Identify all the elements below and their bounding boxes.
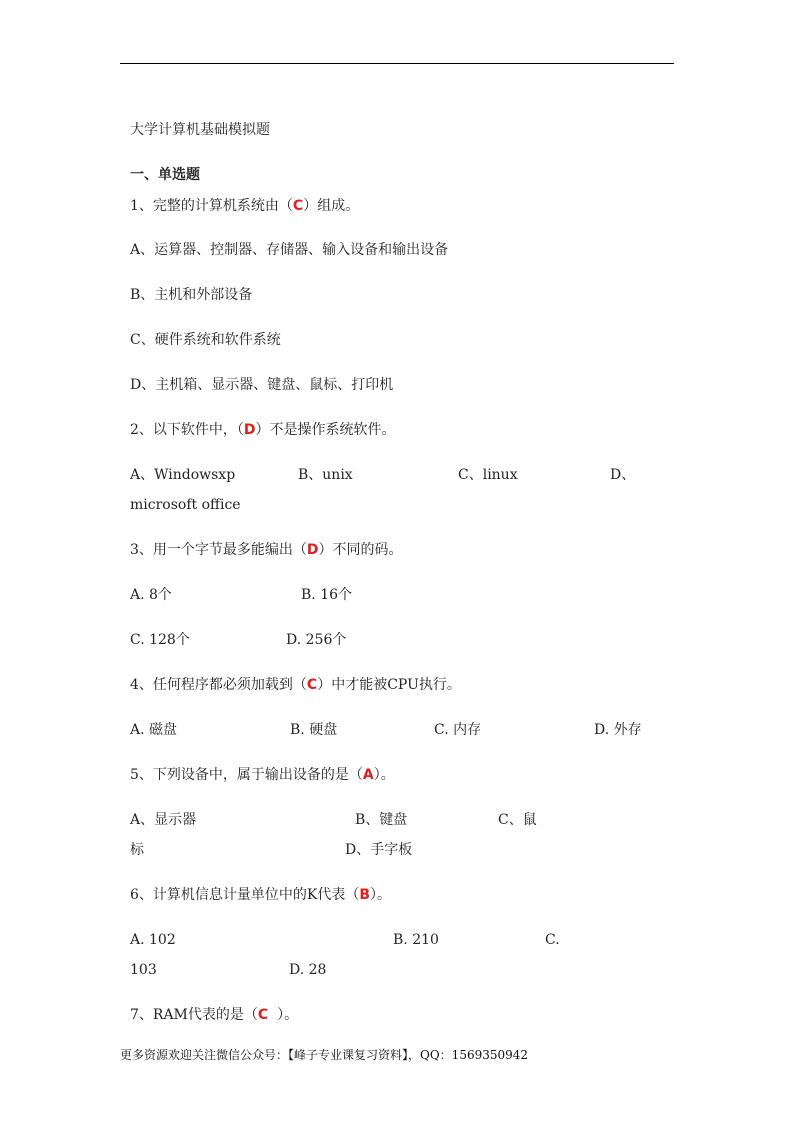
option: C. 内存	[434, 722, 482, 738]
option: C、硬件系统和软件系统	[130, 332, 281, 348]
option: A. 8个	[130, 587, 172, 603]
option: D、	[610, 467, 636, 483]
option: B. 16个	[301, 587, 353, 603]
footer-text: 更多资源欢迎关注微信公众号：【峰子专业课复习资料】，QQ：1569350942	[120, 1048, 529, 1062]
option: C、鼠	[498, 812, 537, 828]
option-continued: 103	[130, 962, 157, 978]
question-text: 3、用一个字节最多能编出（	[130, 542, 307, 558]
option: D. 外存	[594, 722, 642, 738]
question-6	[130, 886, 391, 904]
question-text: ）中才能被CPU执行。	[317, 677, 461, 693]
question-text: ）不是操作系统软件。	[255, 422, 396, 438]
question-1	[130, 197, 359, 215]
option: A、显示器	[130, 812, 197, 828]
question-4	[130, 676, 461, 694]
question-text: 7、RAM代表的是（	[130, 1007, 258, 1023]
option: D. 256个	[286, 632, 347, 648]
option: B、unix	[298, 467, 353, 483]
header-rule	[120, 63, 674, 64]
option: B、主机和外部设备	[130, 287, 253, 303]
option-continued: 标	[130, 842, 144, 858]
question-5	[130, 766, 395, 784]
answer: A	[362, 767, 374, 783]
option-continued: microsoft office	[130, 497, 241, 513]
answer: D	[243, 422, 256, 438]
option: A、Windowsxp	[130, 467, 236, 483]
question-text: 5、下列设备中，属于输出设备的是（	[130, 767, 363, 783]
option: D、主机箱、显示器、键盘、鼠标、打印机	[130, 377, 394, 393]
option: B、键盘	[355, 812, 408, 828]
question-text: ）不同的码。	[318, 542, 403, 558]
option: A. 102	[130, 932, 176, 948]
question-3	[130, 541, 403, 559]
section-heading: 一、单选题	[130, 167, 200, 183]
answer: B	[359, 887, 371, 903]
doc-title: 大学计算机基础模拟题	[130, 122, 270, 138]
question-text: ）组成。	[303, 198, 360, 214]
question-text: 6、计算机信息计量单位中的K代表（	[130, 887, 360, 903]
question-text: ）。	[370, 887, 392, 903]
answer: C	[257, 1007, 269, 1023]
answer: C	[306, 677, 318, 693]
option: D、手字板	[345, 842, 413, 858]
option: A、运算器、控制器、存储器、输入设备和输出设备	[130, 242, 449, 258]
option: C.	[545, 932, 560, 948]
question-text: 4、任何程序都必须加载到（	[130, 677, 307, 693]
question-text: 1、完整的计算机系统由（	[130, 198, 293, 214]
option: A. 磁盘	[130, 722, 178, 738]
question-7	[130, 1006, 298, 1024]
question-text: 2、以下软件中，（	[130, 422, 244, 438]
question-2	[130, 421, 396, 439]
option: D. 28	[289, 962, 327, 978]
question-text: ）。	[268, 1007, 299, 1023]
question-text: ）。	[373, 767, 395, 783]
option: C. 128个	[130, 632, 190, 648]
option: C、linux	[458, 467, 518, 483]
option: B. 硬盘	[290, 722, 338, 738]
answer: C	[292, 198, 304, 214]
answer: D	[306, 542, 319, 558]
option: B. 210	[393, 932, 439, 948]
